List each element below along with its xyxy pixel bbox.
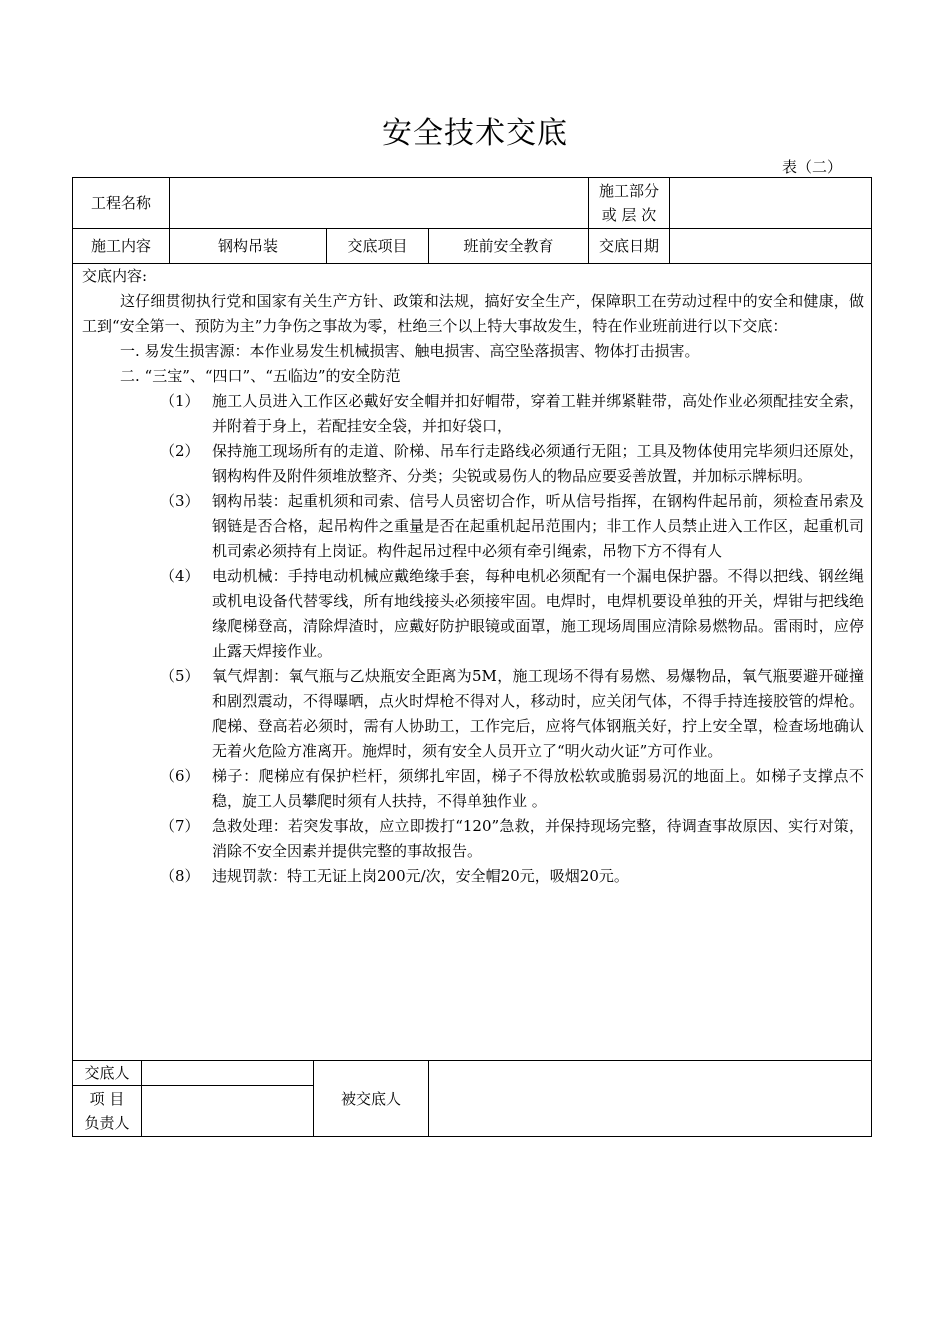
form-number: 表（二）	[781, 158, 842, 176]
work-content-field[interactable]: 钢构吊装	[217, 237, 278, 255]
list-item	[82, 439, 864, 489]
list-item	[82, 764, 864, 814]
disclosure-item-field[interactable]: 班前安全教育	[463, 237, 554, 255]
list-item	[82, 564, 864, 664]
item-text: 钢构吊装：起重机须和司索、信号人员密切合作，听从信号指挥，在钢构件起吊前，须检查吊索及钢链是否合格，起吊构件之重量是否在起重机起吊范围内；非工作人员禁止进入工作区，起重机司机司索必须持有上岗证。构件起吊过程中必须有牵引绳索，吊物下方不得有人	[212, 492, 864, 560]
work-content-label: 施工内容	[90, 237, 151, 255]
list-item	[82, 814, 864, 864]
list-item	[82, 389, 864, 439]
item-number: （2）	[160, 442, 200, 460]
discloser-field[interactable]	[142, 1061, 313, 1085]
content-heading: 交底内容:	[82, 267, 148, 285]
item-number: （5）	[160, 667, 200, 685]
item-text: 氧气焊割：氧气瓶与乙炔瓶安全距离为5M，施工现场不得有易燃、易爆物品，氧气瓶要避开碰撞和剧烈震动，不得曝晒，点火时焊枪不得对人，移动时，应关闭气体，不得手持连接胶管的焊枪。爬梯、登高若必须时，需有人协助工，工作完后，应将气体钢瓶关好，拧上安全罩，检查场地确认无着火危险方准离开。施焊时，须有安全人员开立了“明火动火证”方可作业。	[212, 667, 864, 760]
item-number: （3）	[160, 492, 200, 510]
disclosure-content	[82, 264, 864, 889]
list-item	[82, 489, 864, 564]
item-text: 急救处理：若突发事故，应立即拨打“120”急救，并保持现场完整，待调查事故原因、实行对策，消除不安全因素并提供完整的事故报告。	[212, 817, 864, 860]
receiver-label: 被交底人	[340, 1089, 401, 1108]
project-name-label: 工程名称	[90, 194, 151, 212]
receiver-field[interactable]	[429, 1061, 871, 1136]
construction-part-label	[589, 178, 669, 228]
construction-part-label-line2: 或 层 次	[601, 206, 657, 224]
section-protection: 二. “三宝”、“四口”、“五临边”的安全防范	[120, 367, 401, 385]
project-manager-label	[73, 1086, 141, 1136]
disclosure-item-label: 交底项目	[347, 237, 408, 255]
project-name-field[interactable]	[170, 178, 588, 228]
item-text: 梯子：爬梯应有保护栏杆，须绑扎牢固，梯子不得放松软或脆弱易沉的地面上。如梯子支撑点不稳，旋工人员攀爬时须有人扶持，不得单独作业 。	[212, 767, 864, 810]
item-number: （1）	[160, 392, 200, 410]
project-manager-label-line2: 负责人	[84, 1114, 130, 1132]
item-number: （6）	[160, 767, 200, 785]
item-number: （7）	[160, 817, 200, 835]
page-title: 安全技术交底	[382, 116, 568, 151]
construction-part-field[interactable]	[670, 178, 871, 228]
item-text: 施工人员进入工作区必戴好安全帽并扣好帽带，穿着工鞋并绑紧鞋带，高处作业必须配挂安全索，并附着于身上，若配挂安全袋，并扣好袋口，	[212, 392, 864, 435]
item-text: 保持施工现场所有的走道、阶梯、吊车行走路线必须通行无阻；工具及物体使用完毕须归还原处，钢构构件及附件须堆放整齐、分类；尖锐或易伤人的物品应要妥善放置，并加标示牌标明。	[212, 442, 864, 485]
section-hazards: 一. 易发生损害源：本作业易发生机械损害、触电损害、高空坠落损害、物体打击损害。	[120, 342, 700, 360]
construction-part-label-line1: 施工部分	[598, 182, 659, 200]
project-manager-field[interactable]	[142, 1086, 313, 1136]
list-item	[82, 664, 864, 764]
discloser-label: 交底人	[84, 1064, 130, 1082]
project-manager-label-line1: 项 目	[89, 1090, 125, 1108]
content-intro: 这仔细贯彻执行党和国家有关生产方针、政策和法规，搞好安全生产，保障职工在劳动过程中的安全和健康，做工到“安全第一、预防为主”力争伤之事故为零，杜绝三个以上特大事故发生，特在作业班前进行以下交底：	[82, 292, 864, 335]
item-number: （4）	[160, 567, 200, 585]
item-text: 违规罚款：特工无证上岗200元/次，安全帽20元，吸烟20元。	[212, 867, 629, 885]
list-item	[82, 864, 864, 889]
disclosure-date-label: 交底日期	[598, 237, 659, 255]
item-number: （8）	[160, 867, 200, 885]
disclosure-date-field[interactable]	[670, 229, 871, 263]
item-text: 电动机械：手持电动机械应戴绝缘手套，每种电机必须配有一个漏电保护器。不得以把线、钢丝绳或机电设备代替零线，所有地线接头必须接牢固。电焊时，电焊机要设单独的开关，焊钳与把线绝缘爬梯登高，清除焊渣时，应戴好防护眼镜或面罩，施工现场周围应清除易燃物品。雷雨时，应停止露天焊接作业。	[212, 567, 864, 660]
